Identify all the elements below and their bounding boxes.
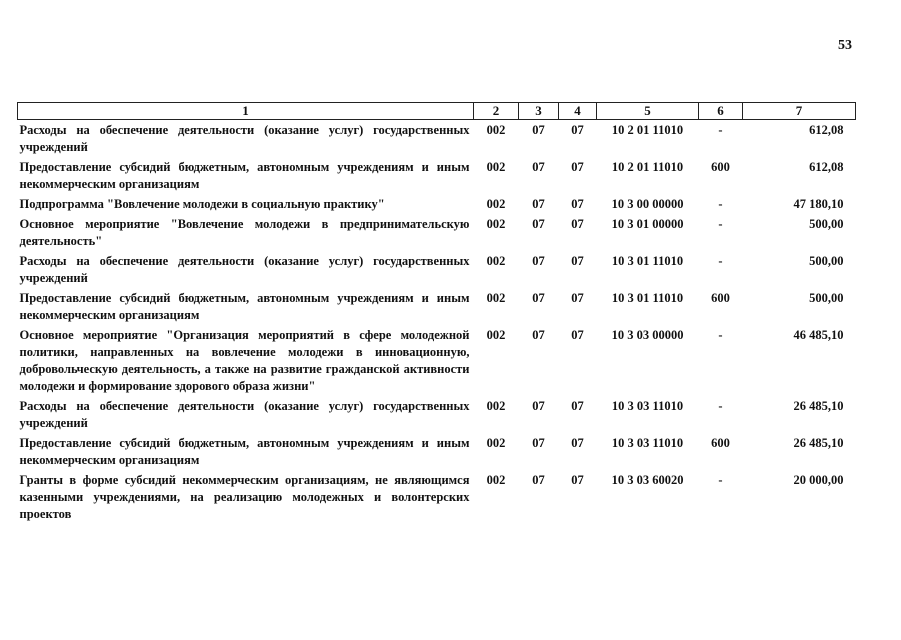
table-row xyxy=(18,120,856,158)
table-row xyxy=(18,157,856,194)
row-section-code: 07 xyxy=(532,436,545,450)
row-expense-type: 600 xyxy=(711,291,730,305)
row-target-code: 10 3 03 11010 xyxy=(611,436,684,450)
header-col-4: 4 xyxy=(559,103,597,120)
header-row xyxy=(18,103,856,120)
row-target-code: 10 3 00 00000 xyxy=(611,197,684,211)
table-row xyxy=(18,396,856,433)
row-description: Расходы на обеспечение деятельности (оказание услуг) государственных учреждений xyxy=(19,123,470,154)
table-body xyxy=(18,120,856,525)
row-description: Предоставление субсидий бюджетным, автономным учреждениям и иным некоммерческим организациям xyxy=(19,160,470,191)
row-ministry-code: 002 xyxy=(486,436,506,450)
row-section-code: 07 xyxy=(532,399,545,413)
table-row xyxy=(18,194,856,214)
header-col-5: 5 xyxy=(597,103,699,120)
row-ministry-code: 002 xyxy=(486,197,506,211)
row-ministry-code: 002 xyxy=(486,399,506,413)
header-col-3: 3 xyxy=(519,103,559,120)
row-expense-type: - xyxy=(718,254,723,268)
row-ministry-code: 002 xyxy=(486,328,506,342)
header-col-7: 7 xyxy=(743,103,856,120)
row-section-code: 07 xyxy=(532,473,545,487)
row-subsection-code: 07 xyxy=(571,436,584,450)
page-number: 53 xyxy=(838,38,852,53)
row-ministry-code: 002 xyxy=(486,160,506,174)
row-amount: 20 000,00 xyxy=(793,473,844,487)
row-description: Основное мероприятие "Вовлечение молодежи в предпринимательскую деятельность" xyxy=(19,217,470,248)
row-subsection-code: 07 xyxy=(571,328,584,342)
row-description: Подпрограмма "Вовлечение молодежи в социальную практику" xyxy=(19,197,385,211)
row-amount: 26 485,10 xyxy=(793,436,844,450)
row-amount: 47 180,10 xyxy=(793,197,844,211)
row-subsection-code: 07 xyxy=(571,399,584,413)
table-row xyxy=(18,251,856,288)
row-expense-type: - xyxy=(718,473,723,487)
table-row xyxy=(18,470,856,524)
row-description: Основное мероприятие "Организация мероприятий в сфере молодежной политики, направленных на вовлечение молодежи в инновационную, добровольческую деятельность, а также на развитие гражданской активности молодежи и формирование здорового образа жизни" xyxy=(19,328,470,393)
row-target-code: 10 3 01 00000 xyxy=(611,217,684,231)
row-expense-type: 600 xyxy=(711,436,730,450)
row-subsection-code: 07 xyxy=(571,123,584,137)
row-ministry-code: 002 xyxy=(486,123,506,137)
row-target-code: 10 2 01 11010 xyxy=(611,123,684,137)
row-amount: 500,00 xyxy=(809,217,844,231)
table-row xyxy=(18,214,856,251)
row-ministry-code: 002 xyxy=(486,254,506,268)
row-section-code: 07 xyxy=(532,328,545,342)
row-description: Расходы на обеспечение деятельности (оказание услуг) государственных учреждений xyxy=(19,399,470,430)
row-target-code: 10 3 03 60020 xyxy=(611,473,684,487)
row-target-code: 10 3 03 11010 xyxy=(611,399,684,413)
row-expense-type: - xyxy=(718,399,723,413)
header-col-6: 6 xyxy=(699,103,743,120)
row-amount: 612,08 xyxy=(809,160,844,174)
row-target-code: 10 3 03 00000 xyxy=(611,328,684,342)
row-subsection-code: 07 xyxy=(571,473,584,487)
row-target-code: 10 3 01 11010 xyxy=(611,291,684,305)
row-description: Гранты в форме субсидий некоммерческим организациям, не являющимся казенными учреждениями, на реализацию молодежных и волонтерских проектов xyxy=(19,473,470,521)
row-amount: 500,00 xyxy=(809,291,844,305)
row-expense-type: 600 xyxy=(711,160,730,174)
row-section-code: 07 xyxy=(532,217,545,231)
row-description: Расходы на обеспечение деятельности (оказание услуг) государственных учреждений xyxy=(19,254,470,285)
table-row xyxy=(18,433,856,470)
row-expense-type: - xyxy=(718,197,723,211)
row-amount: 46 485,10 xyxy=(793,328,844,342)
row-description: Предоставление субсидий бюджетным, автономным учреждениям и иным некоммерческим организациям xyxy=(19,436,470,467)
table-row xyxy=(18,325,856,396)
row-section-code: 07 xyxy=(532,197,545,211)
row-ministry-code: 002 xyxy=(486,473,506,487)
row-subsection-code: 07 xyxy=(571,160,584,174)
row-description: Предоставление субсидий бюджетным, автономным учреждениям и иным некоммерческим организациям xyxy=(19,291,470,322)
budget-table-container xyxy=(17,102,855,524)
header-col-2: 2 xyxy=(474,103,519,120)
row-target-code: 10 2 01 11010 xyxy=(611,160,684,174)
row-section-code: 07 xyxy=(532,254,545,268)
row-amount: 612,08 xyxy=(809,123,844,137)
row-expense-type: - xyxy=(718,328,723,342)
row-section-code: 07 xyxy=(532,291,545,305)
row-ministry-code: 002 xyxy=(486,217,506,231)
row-expense-type: - xyxy=(718,217,723,231)
row-ministry-code: 002 xyxy=(486,291,506,305)
row-subsection-code: 07 xyxy=(571,291,584,305)
row-subsection-code: 07 xyxy=(571,217,584,231)
budget-table xyxy=(17,102,856,524)
header-col-1: 1 xyxy=(18,103,474,120)
row-amount: 26 485,10 xyxy=(793,399,844,413)
row-expense-type: - xyxy=(718,123,723,137)
row-target-code: 10 3 01 11010 xyxy=(611,254,684,268)
row-subsection-code: 07 xyxy=(571,254,584,268)
table-row xyxy=(18,288,856,325)
row-amount: 500,00 xyxy=(809,254,844,268)
row-section-code: 07 xyxy=(532,160,545,174)
table-header xyxy=(18,103,856,120)
row-section-code: 07 xyxy=(532,123,545,137)
row-subsection-code: 07 xyxy=(571,197,584,211)
